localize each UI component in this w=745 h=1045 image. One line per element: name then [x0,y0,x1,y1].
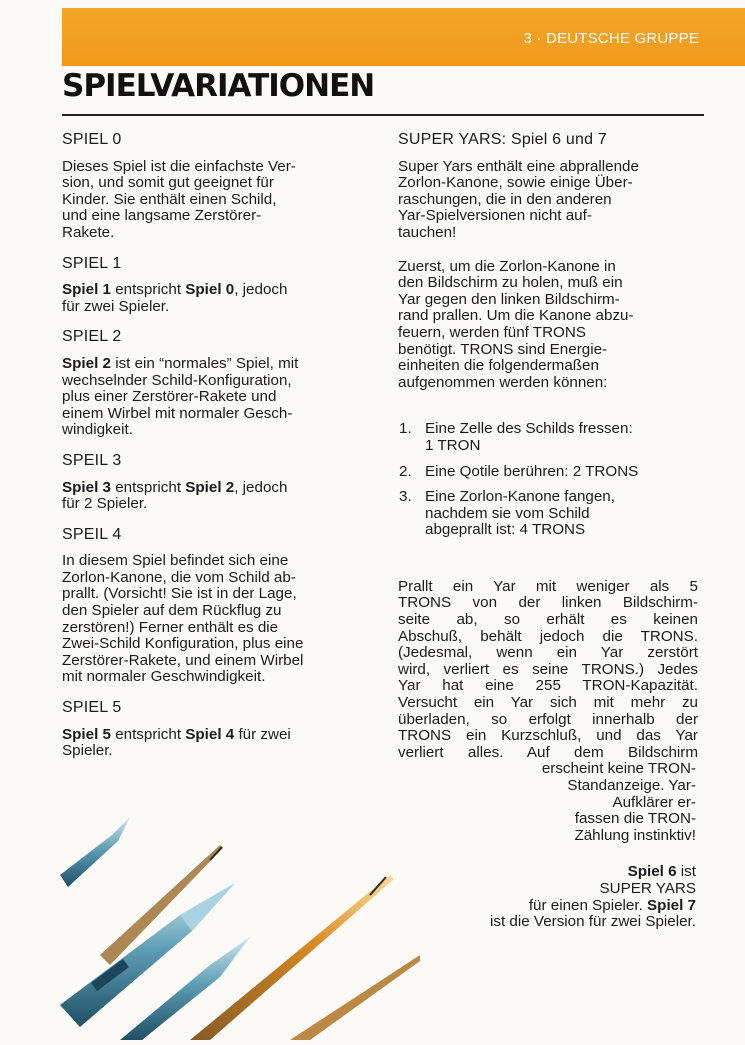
text-line: Versucht ein Yar sich mit mehr zu [398,694,698,712]
closing-paragraph [398,864,698,930]
text-line: Zorlon-Kanone, die vom Schild ab- [62,568,296,586]
header-bar [62,8,745,66]
text-line: Spieler. [62,742,113,760]
section-text [62,480,358,513]
text-line [398,898,696,915]
section-heading: SPEIL 3 [62,451,122,469]
section-spiel-0 [62,132,358,242]
text-line: Zorlon-Kanone, sowie einige Über- [398,174,633,192]
text-line: raschungen, die in den anderen [398,190,612,208]
text-fragment: ist ein “normales” Spiel, mit [110,354,299,372]
text-line: ist die Version für zwei Spieler. [490,913,696,931]
missile-illustration [60,805,420,1040]
section-label: 3 · DEUTSCHE GRUPPE [523,30,699,47]
section-heading: SPIEL 2 [62,328,122,346]
text-line: Zwei-Schild Konfiguration, plus eine [62,635,304,653]
right-column [398,132,698,931]
text-line: nachdem sie vom Schild [425,504,590,522]
text-line: windigkeit. [62,421,133,439]
text-line: für zwei Spieler. [62,297,170,315]
text-line: einheiten die folgendermaßen [398,357,599,375]
text-line: In diesem Spiel befindet sich eine [62,552,289,570]
section-spiel-3 [62,453,358,513]
text-fragment: entspricht [110,725,186,743]
missile [60,883,235,1027]
bold-term: Spiel 5 [62,725,111,743]
text-fragment: , jedoch [234,281,288,299]
text-line: überladen, so erfolgt innerhalb der [398,710,698,728]
text-line: feuern, werden fünf TRONS [398,323,586,341]
trons-paragraph [398,259,698,392]
list-number: 2. [399,462,412,480]
text-line: den Bildschirm zu holen, muß ein [398,274,623,292]
bold-term: Spiel 2 [185,478,235,496]
intro-paragraph [398,159,698,242]
text-line: einem Wirbel mit normaler Gesch- [62,404,293,422]
text-line: erscheint keine TRON- [541,760,696,778]
section-text [62,282,358,315]
text-line: Eine Zorlon-Kanone fangen, [425,488,615,506]
text-line: wechselnder Schild-Konfiguration, [62,371,292,389]
text-line: Kinder. Sie enthält einen Schild, [62,190,277,208]
section-heading: SPIEL 5 [62,699,122,717]
section-heading: SPIEL 0 [62,131,122,148]
text-line: 1 TRON [425,436,481,454]
text-line: aufgenommen werden können: [398,373,608,391]
text-line: Prallt ein Yar mit weniger als 5 [398,577,698,595]
title-rule [62,114,704,116]
overload-paragraph [398,579,698,845]
section-heading: SPIEL 1 [62,254,122,272]
text-fragment: entspricht [110,478,186,496]
text-line: Yar-Spielversionen nicht auf- [398,207,592,225]
bold-term: Spiel 3 [62,478,111,496]
text-line: den Spieler auf dem Rückflug zu [62,602,282,620]
section-spiel-1 [62,256,358,316]
text-line: Rakete. [62,223,115,241]
text-line: fassen die TRON- [574,810,696,828]
section-text [62,727,358,760]
list-number: 3. [399,488,412,506]
text-line: Eine Qotile berühren: 2 TRONS [425,462,639,480]
text-line: TRONS ein Kurzschluß, und das Yar [398,727,698,745]
text-line: Dieses Spiel ist die einfachste Ver- [62,157,296,175]
list-number: 1. [399,420,412,438]
bold-term: Spiel 1 [62,281,111,299]
text-line: seite ab, so erhält es keinen [398,611,698,629]
section-spiel-2 [62,329,358,439]
text-line: Eine Zelle des Schilds fressen: [425,420,633,438]
text-line [398,864,696,881]
left-column [62,132,358,774]
text-line: Zählung instinktiv! [574,826,696,844]
right-aligned-block [398,761,698,844]
text-line: Aufklärer er- [612,793,696,811]
section-text [62,553,358,686]
justified-block [398,579,698,762]
section-text [62,356,358,439]
text-line: und eine langsame Zerstörer- [62,207,262,225]
text-line: verliert alles. Auf dem Bildschirm [398,743,698,761]
text-line: plus einer Zerstörer-Rakete und [62,388,277,406]
text-fragment: , jedoch [234,478,288,496]
text-line: prallt. (Vorsicht! Sie ist in der Lage, [62,585,297,603]
text-line: Yar gegen den linken Bildschirm- [398,290,620,308]
section-spiel-4 [62,527,358,686]
section-spiel-5 [62,700,358,760]
list-item [398,464,698,481]
text-line: zerstören!) Ferner enthält es die [62,618,279,636]
text-line: SUPER YARS [599,879,696,897]
bold-term: Spiel 6 [627,863,677,881]
text-line: Super Yars enthält eine abprallende [398,157,639,175]
section-heading: SPEIL 4 [62,525,122,543]
text-line: (Jedesmal, wenn ein Yar zerstört [398,644,698,662]
text-line: Abschuß, behält jedoch die TRONS. [398,627,698,645]
text-fragment: ist [676,863,696,881]
bold-term: Spiel 7 [647,896,696,914]
text-line: tauchen! [398,223,457,241]
super-yars-heading: SUPER YARS: Spiel 6 und 7 [398,131,607,148]
text-line: benötigt. TRONS sind Energie- [398,340,608,358]
text-line: sion, und somit gut geeignet für [62,174,274,192]
text-line: abgeprallt ist: 4 TRONS [425,521,586,539]
page-title: SPIELVARIATIONEN [62,68,375,104]
text-line: Standanzeige. Yar- [567,777,696,794]
tron-steps-list [398,421,698,539]
text-line: Yar hat eine 255 TRON-Kapazität. [398,677,698,695]
text-line: für 2 Spieler. [62,495,148,513]
missile [60,817,130,887]
orange-trail [190,875,394,1040]
text-line: rand prallen. Um die Kanone abzu- [398,307,634,325]
orange-trail [290,955,420,1040]
text-line: Zerstörer-Rakete, und einem Wirbel [62,651,304,669]
bold-term: Spiel 2 [62,354,111,372]
list-item [398,421,698,454]
text-fragment: für zwei [234,725,291,743]
section-text [62,159,358,242]
text-line: wird, verliert es seine TRONS.) Jedes [398,660,698,678]
text-line: mit normaler Geschwindigkeit. [62,668,266,686]
text-line: Zuerst, um die Zorlon-Kanone in [398,257,616,275]
bold-term: Spiel 4 [185,725,235,743]
text-line: TRONS von der linken Bildschirm- [398,594,698,612]
text-fragment: entspricht [110,281,186,299]
bold-term: Spiel 0 [185,281,235,299]
list-item [398,489,698,539]
text-fragment: für einen Spieler. [528,896,648,914]
